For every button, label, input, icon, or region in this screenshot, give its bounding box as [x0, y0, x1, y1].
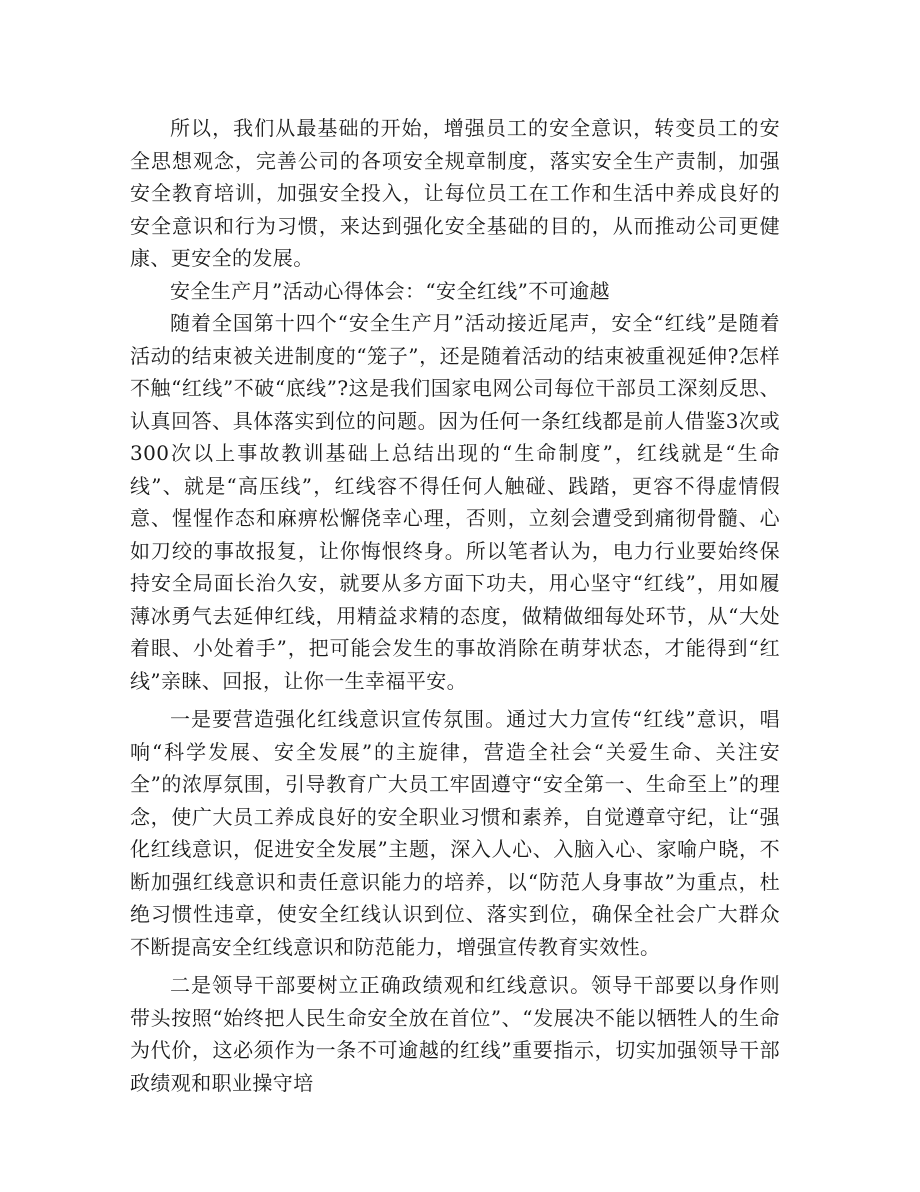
paragraph-point-two: 二是领导干部要树立正确政绩观和红线意识。领导干部要以身作则带头按照“始终把人民生命安全放在首位”、“发展决不能以牺牲人的生命为代价，这必须作为一条不可逾越的红线”重要指示，切实加强领导干部政绩观和职业操守培 — [130, 973, 780, 1095]
paragraph-point-one: 一是要营造强化红线意识宣传氛围。通过大力宣传“红线”意识，唱响“科学发展、安全发展”的主旋律，营造全社会“关爱生命、关注安全”的浓厚氛围，引导教育广大员工牢固遵守“安全第一、生命至上”的理念，使广大员工养成良好的安全职业习惯和素养，自觉遵章守纪，让“强化红线意识，促进安全发展”主题，深入人心、入脑入心、家喻户晓，不断加强红线意识和责任意识能力的培养，以“防范人身事故”为重点，杜绝习惯性违章，使安全红线认识到位、落实到位，确保全社会广大群众不断提高安全红线意识和防范能力，增强宣传教育实效性。 — [130, 707, 780, 959]
document-body — [130, 112, 780, 1099]
paragraph-heading: 安全生产月”活动心得体会：“安全红线”不可逾越 — [170, 278, 610, 303]
paragraph-intro: 所以，我们从最基础的开始，增强员工的安全意识，转变员工的安全思想观念，完善公司的各项安全规章制度，落实安全生产责制，加强安全教育培训，加强安全投入，让每位员工在工作和生活中养成良好的安全意识和行为习惯，来达到强化安全基础的目的，从而推动公司更健康、更安全的发展。 — [130, 116, 780, 270]
paragraph-red-line: 随着全国第十四个“安全生产月”活动接近尾声，安全“红线”是随着活动的结束被关进制度的“笼子”，还是随着活动的结束被重视延伸?怎样不触“红线”不破“底线”?这是我们国家电网公司每位干部员工深刻反思、认真回答、具体落实到位的问题。因为任何一条红线都是前人借鉴3次或300次以上事故教训基础上总结出现的“生命制度”，红线就是“生命线”、就是“高压线”，红线容不得任何人触碰、践踏，更容不得虚情假意、惺惺作态和麻痹松懈侥幸心理，否则，立刻会遭受到痛彻骨髓、心如刀绞的事故报复，让你悔恨终身。所以笔者认为，电力行业要始终保持安全局面长治久安，就要从多方面下功夫，用心坚守“红线”，用如履薄冰勇气去延伸红线，用精益求精的态度，做精做细每处环节，从“大处着眼、小处着手”，把可能会发生的事故消除在萌芽状态，才能得到“红线”亲睐、回报，让你一生幸福平安。 — [130, 311, 780, 693]
